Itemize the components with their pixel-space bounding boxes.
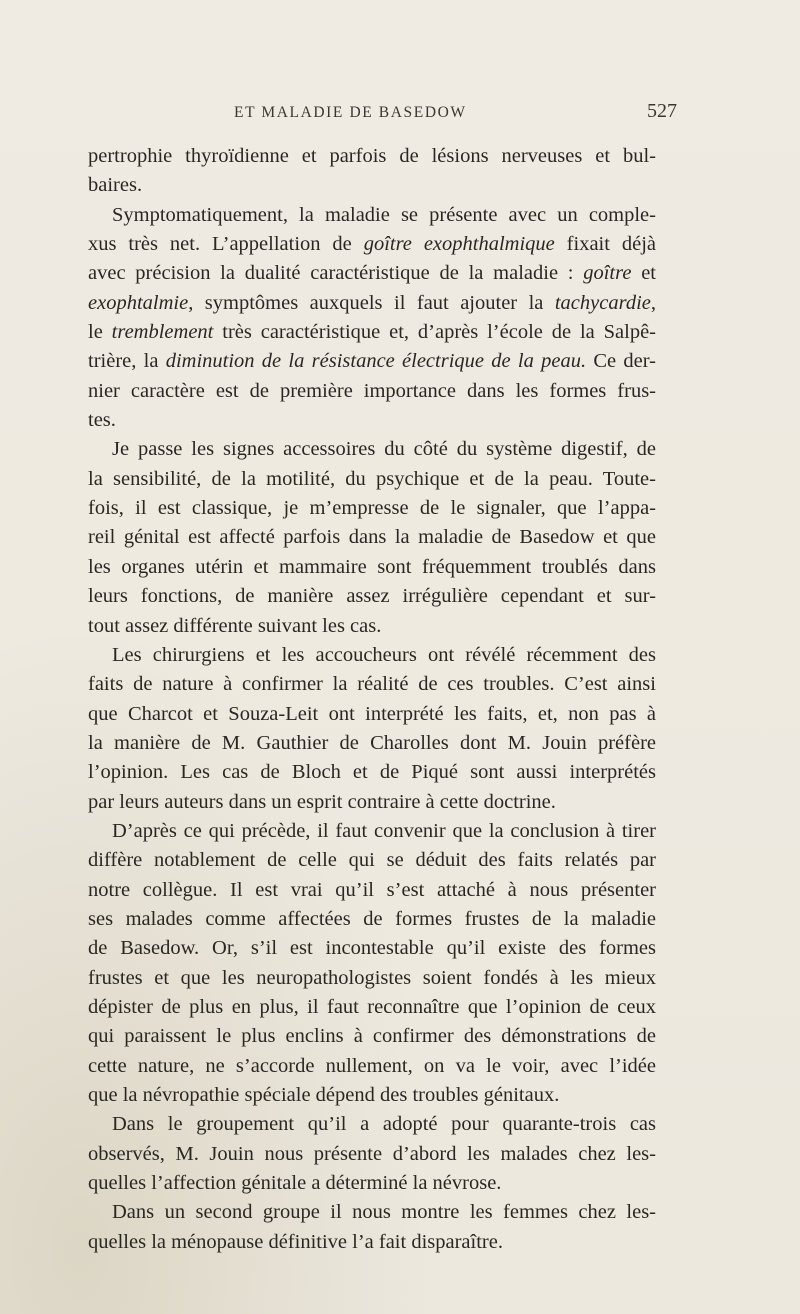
- page-number: 527: [647, 100, 677, 122]
- page-header: [0, 98, 800, 128]
- text-line: Dans un second groupe il nous montre les femmes chez les-: [112, 1201, 656, 1224]
- text-line: D’après ce qui précède, il faut convenir que la conclusion à tirer: [112, 819, 656, 842]
- text-line: reil génital est affecté parfois dans la maladie de Basedow et que: [88, 526, 656, 549]
- text-line: la manière de M. Gauthier de Charolles dont M. Jouin préfère: [88, 731, 656, 754]
- text-line: faits de nature à confirmer la réalité de ces troubles. C’est ainsi: [88, 673, 656, 696]
- text-line: baires.: [88, 174, 143, 197]
- text-line: frustes et que les neuropathologistes soient fondés à les mieux: [88, 966, 656, 989]
- text-line: Les chirurgiens et les accoucheurs ont révélé récemment des: [112, 643, 656, 666]
- text-segment: très caractéristique et, d’après l’école de la Salpê-: [213, 321, 656, 344]
- running-head: ET MALADIE DE BASEDOW: [234, 104, 467, 121]
- text-line: leurs fonctions, de manière assez irrégulière cependant et sur-: [88, 585, 656, 608]
- body-text: [88, 142, 656, 1257]
- text-line: les organes utérin et mammaire sont fréquemment troublés dans: [88, 555, 656, 578]
- text-line: quelles la ménopause définitive l’a fait disparaître.: [88, 1230, 503, 1253]
- text-line: que Charcot et Souza-Leit ont interprété les faits, et, non pas à: [88, 702, 656, 725]
- text-segment: avec précision la dualité caractéristique de la maladie :: [88, 262, 584, 285]
- text-line: diffère notablement de celle qui se déduit des faits relatés par: [88, 849, 656, 872]
- text-line: [88, 259, 656, 288]
- text-line: la sensibilité, de la motilité, du psychique et de la peau. Toute-: [88, 467, 656, 490]
- text-line: [88, 318, 656, 347]
- text-line: que la névropathie spéciale dépend des troubles génitaux.: [88, 1084, 560, 1106]
- text-segment: ,: [650, 291, 656, 314]
- text-line: notre collègue. Il est vrai qu’il s’est attaché à nous présenter: [88, 878, 656, 901]
- text-line: cette nature, ne s’accorde nullement, on va le voir, avec l’idée: [88, 1054, 656, 1077]
- text-line: [88, 230, 656, 259]
- italic-term: tremblement: [111, 321, 214, 344]
- text-line: Dans le groupement qu’il a adopté pour quarante-trois cas: [112, 1113, 656, 1136]
- text-line: pertrophie thyroïdienne et parfois de lésions nerveuses et bul-: [88, 145, 656, 167]
- text-line: quelles l’affection génitale a déterminé la névrose.: [88, 1172, 502, 1195]
- text-line: l’opinion. Les cas de Bloch et de Piqué sont aussi interprétés: [88, 761, 656, 784]
- italic-term: goître: [583, 262, 632, 285]
- text-line: tout assez différente suivant les cas.: [88, 614, 382, 637]
- text-segment: fixait déjà: [554, 233, 656, 256]
- text-line: par leurs auteurs dans un esprit contraire à cette doctrine.: [88, 790, 556, 813]
- italic-term: diminution de la résistance électrique de la peau.: [165, 350, 587, 373]
- text-line: fois, il est classique, je m’empresse de le signaler, que l’appa-: [88, 497, 656, 520]
- text-segment: , symptômes auxquels il faut ajouter la: [188, 291, 555, 314]
- text-line: [88, 347, 656, 376]
- text-segment: xus très net. L’appellation de: [88, 233, 364, 256]
- text-segment: Ce der-: [586, 350, 656, 373]
- italic-term: exophtalmie: [88, 291, 189, 314]
- text-line: ses malades comme affectées de formes frustes de la maladie: [88, 907, 656, 930]
- text-line: qui paraissent le plus enclins à confirmer des démonstrations de: [88, 1025, 656, 1048]
- text-segment: le: [88, 321, 112, 344]
- text-line: Symptomatiquement, la maladie se présente avec un comple-: [112, 203, 656, 226]
- text-line: observés, M. Jouin nous présente d’abord les malades chez les-: [88, 1142, 656, 1165]
- italic-term: goître exophthalmique: [363, 233, 555, 256]
- text-line: tes.: [88, 409, 116, 432]
- text-segment: trière, la: [88, 350, 166, 373]
- text-line: nier caractère est de première importance dans les formes frus-: [88, 379, 656, 402]
- text-segment: et: [631, 262, 656, 285]
- italic-term: tachycardie: [554, 291, 651, 314]
- text-line: de Basedow. Or, s’il est incontestable qu’il existe des formes: [88, 937, 656, 960]
- text-line: dépister de plus en plus, il faut reconnaître que l’opinion de ceux: [88, 995, 656, 1018]
- text-line: [88, 289, 656, 318]
- text-line: Je passe les signes accessoires du côté du système digestif, de: [112, 438, 656, 461]
